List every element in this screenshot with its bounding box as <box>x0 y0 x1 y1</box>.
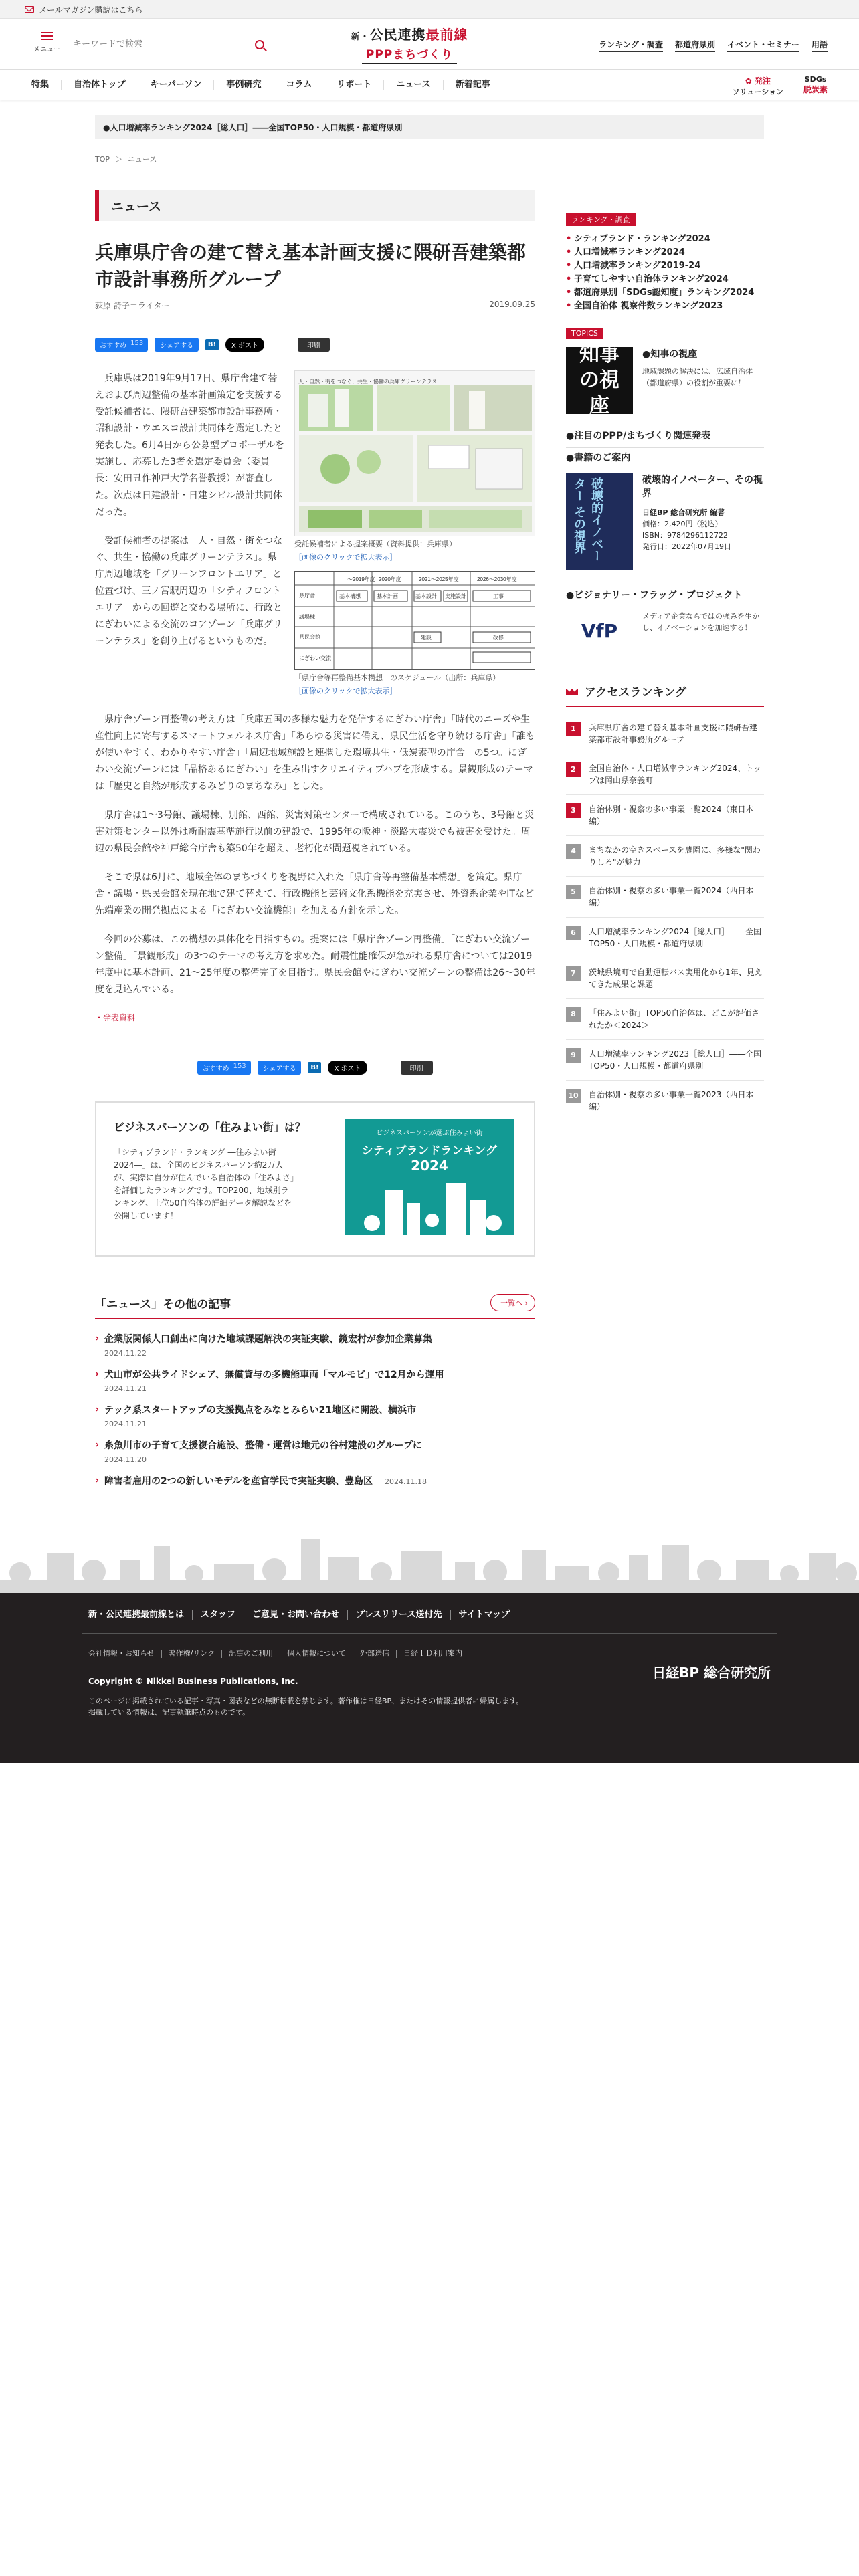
rank-title: 人口増減率ランキング2024［総人口］――全国TOP50・人口規模・都道府県別 <box>589 927 762 948</box>
rank-title: 「住みよい街」TOP50自治体は、どこが評価されたか＜2024＞ <box>589 1008 760 1030</box>
list-item[interactable]: › 糸魚川市の子育て支援複合施設、整備・運営は地元の谷村建設のグループに 2024.11.20 <box>95 1433 535 1469</box>
ranking-link[interactable]: • 全国自治体 視察件数ランキング2023 <box>566 300 764 312</box>
rank-title: 全国自治体・人口増減率ランキング2024、トップは岡山県奈義町 <box>589 764 761 785</box>
footer-link[interactable]: ご意見・お問い合わせ <box>244 1610 348 1620</box>
footer-note: このページに掲載されている記事・写真・図表などの無断転載を禁じます。著作権は日経BP、またはその情報提供者に帰属します。 掲載している情報は、記事執筆時点のものです。 <box>88 1697 524 1717</box>
x-post-button[interactable]: X ポスト <box>328 1061 367 1075</box>
rank-number: 4 <box>566 844 581 859</box>
rank-title: 自治体別・視察の多い事業一覧2023（西日本編） <box>589 1090 754 1111</box>
footer-link[interactable]: サイトマップ <box>458 1610 510 1620</box>
nav-item-feature[interactable]: 特集 <box>25 80 62 90</box>
more-articles <box>95 1327 535 1493</box>
footer-sub-link[interactable]: 外部送信 <box>353 1650 397 1658</box>
svg-text:基本計画: 基本計画 <box>377 593 398 599</box>
rank-number: 3 <box>566 803 581 818</box>
site-footer <box>0 1593 859 1763</box>
rank-number: 8 <box>566 1007 581 1022</box>
schedule-zoom-link[interactable]: ［画像のクリックで拡大表示］ <box>294 687 397 695</box>
vfp-heading: ●ビジョナリー・フラッグ・プロジェクト <box>566 590 743 601</box>
ranking-link[interactable]: • 人口増減率ランキング2019-24 <box>566 259 764 272</box>
promo-title: ビジネスパーソンの「住みよい街」は？ <box>114 1121 306 1134</box>
rank-number: 6 <box>566 926 581 940</box>
share-bar <box>95 338 535 352</box>
svg-text:改修: 改修 <box>493 635 504 641</box>
nav-item-news[interactable]: ニュース <box>384 80 443 90</box>
print-button[interactable]: 印刷 <box>298 338 330 352</box>
hatena-bookmark-button[interactable]: B! <box>205 339 219 350</box>
footer-sub-links <box>88 1650 771 1658</box>
paragraph: 今回の公募は、この構想の具体化を目指すもの。提案には「県庁舎ゾーン再整備」「にぎわい交流ゾーン整備」「景観形成」の3つのテーマの考え方を求めた。耐震性能確保が急がれる県庁舎については2019年度中に基本計画、21～25年度の整備完了を目指す。県民会館やにぎわい交流ゾーンの整備は26～30年度を見込んでいる。 <box>95 934 535 995</box>
x-post-button[interactable]: X ポスト <box>225 338 264 352</box>
share-bar-bottom <box>95 1061 535 1075</box>
access-ranking-item[interactable] <box>566 958 764 999</box>
footer-links <box>88 1610 771 1620</box>
breadcrumb-news[interactable]: ニュース <box>128 155 157 164</box>
ranking-link[interactable]: • シティブランド・ランキング2024 <box>566 233 764 245</box>
logo-sub: PPPまちづくり <box>362 45 457 64</box>
ranking-links <box>566 233 764 312</box>
access-ranking-item[interactable] <box>566 1081 764 1121</box>
search-box <box>73 36 267 53</box>
header-link-ranking[interactable]: ランキング・調査 <box>599 39 663 52</box>
nikkei-bp-logo[interactable]: 日経BP 総合研究所 <box>652 1665 771 1681</box>
rank-number: 10 <box>566 1089 581 1103</box>
rank-number: 9 <box>566 1048 581 1063</box>
list-item[interactable]: › 障害者雇用の2つの新しいモデルを産官学民で実証実験、豊島区 2024.11.18 <box>95 1469 535 1493</box>
list-item[interactable]: › テック系スタートアップの支援拠点をみなとみらい21地区に開設、横浜市 2024.11.21 <box>95 1398 535 1433</box>
proposal-image[interactable]: 人・自然・街をつなぐ、共生・協働の兵庫グリーンテラス <box>294 370 535 536</box>
nav-solution-button[interactable]: ✿ 発注 ソリューション <box>732 76 783 96</box>
paragraph: 受託候補者の提案は「人・自然・街をつなぐ、共生・協働の兵庫グリーンテラス」。県庁周辺地域を「グリーンフロントエリア」と位置づけ、三ノ宮駅周辺の「シティフロントエリア」からの回遊と交わる場所に、行政とにぎわいによる交流のコアゾーン「兵庫グリーンテラス」を創り上げるというものだ。 <box>95 536 282 647</box>
book-heading: ●書籍のご案内 <box>566 453 631 463</box>
rank-number: 7 <box>566 966 581 981</box>
ppp-heading[interactable]: ●注目のPPP/まちづくり関連発表 <box>566 429 764 448</box>
article-author: 荻原 詩子＝ライター <box>95 301 170 310</box>
mail-icon <box>25 6 34 13</box>
svg-text:基本構想: 基本構想 <box>339 593 361 599</box>
nav-item-top[interactable]: 自治体トップ <box>62 80 138 90</box>
nav-right <box>733 75 828 97</box>
breadcrumb: TOP ＞ ニュース <box>95 155 157 164</box>
rank-title: 自治体別・視察の多い事業一覧2024（東日本編） <box>589 804 754 826</box>
schedule-image[interactable] <box>294 571 535 670</box>
svg-text:県民会館: 県民会館 <box>299 634 320 640</box>
newsletter-link[interactable]: メールマガジン購読はこちら <box>39 5 143 15</box>
article-date: 2019.09.25 <box>489 300 535 309</box>
svg-text:にぎわい交流: にぎわい交流 <box>299 655 331 661</box>
footer-sub-link[interactable]: 個人情報について <box>280 1650 353 1658</box>
site-logo[interactable]: 新・公民連携最前線 PPPまちづくり <box>329 24 490 64</box>
topic-card[interactable]: 知事の視座 ●知事の視座 地域課題の解決には、広域自治体（都道府県）の役割が重要に！ <box>566 347 764 414</box>
book-cover: 破壊的イノベーター その視界 <box>566 473 633 570</box>
copyright: Copyright © Nikkei Business Publications, Inc. <box>88 1677 298 1686</box>
rank-title: まちなかの空きスペースを農園に、多様な"関わりしろ"が魅力 <box>589 845 761 867</box>
svg-text:議場棟: 議場棟 <box>299 614 315 620</box>
hamburger-icon <box>41 32 53 40</box>
header-link-glossary[interactable]: 用語 <box>812 39 828 52</box>
fb-share-button[interactable]: シェアする <box>155 338 199 352</box>
promo-image: ビジネスパーソンが選ぶ住みよい街 シティブランドランキング 2024 <box>345 1119 514 1243</box>
nav-sdgs-button[interactable]: SDGs 脱炭素 <box>803 75 828 94</box>
figure-schedule <box>294 571 535 700</box>
access-ranking-item[interactable] <box>566 918 764 958</box>
town-illustration <box>0 1533 859 1593</box>
svg-text:2026～2030年度: 2026～2030年度 <box>477 576 517 582</box>
footer-link[interactable]: プレスリリース送付先 <box>348 1610 450 1620</box>
footer-divider <box>82 1633 777 1634</box>
vfp-logo: VfP <box>581 619 618 642</box>
article-title: 兵庫県庁舎の建て替え基本計画支援に隈研吾建築都市設計事務所グループ <box>95 241 527 290</box>
figure-column <box>294 370 535 705</box>
more-list-button[interactable]: 一覧へ › <box>490 1294 535 1311</box>
paragraph: そこで県は6月に、地域全体のまちづくりを視野に入れた「県庁舎等再整備基本構想」を策定。県庁舎・議場・県民会館を現在地で建て替えて、行政機能と芸術文化系機能を充実させ、外資系企業やITなど先端産業の開発拠点による「にぎわい交流機能」を加える方針を示した。 <box>95 872 534 916</box>
rank-title: 茨城県境町で自動運転バス実用化から1年、見えてきた成果と課題 <box>589 968 763 989</box>
svg-text:基本設計: 基本設計 <box>415 593 437 599</box>
access-ranking-item[interactable] <box>566 754 764 795</box>
rank-title: 人口増減率ランキング2023［総人口］――全国TOP50・人口規模・都道府県別 <box>589 1049 762 1071</box>
svg-text:実施設計: 実施設計 <box>445 593 466 599</box>
footer-link[interactable]: 新・公民連携最前線とは <box>88 1610 193 1620</box>
nav-item-case[interactable]: 事例研究 <box>214 80 274 90</box>
ranking-promo[interactable] <box>95 1101 535 1257</box>
ranking-banner[interactable]: ●人口増減率ランキング2024［総人口］――全国TOP50・人口規模・都道府県別 <box>95 115 764 139</box>
schedule-diagram <box>295 572 535 669</box>
press-release-link[interactable]: ・発表資料 <box>95 1013 136 1023</box>
figure-caption: 受託候補者による提案概要（資料提供：兵庫県） <box>294 540 456 548</box>
fb-recommend-button[interactable]: おすすめ 153 <box>197 1061 250 1075</box>
list-item[interactable]: › 企業版関係人口創出に向けた地域課題解決の実証実験、鏡宏村が参加企業募集 2024.11.22 <box>95 1327 535 1362</box>
topic-thumbnail: 知事の視座 <box>566 347 633 414</box>
ranking-link[interactable]: • 都道府県別「SDGs認知度」ランキング2024 <box>566 286 764 299</box>
list-item[interactable]: › 犬山市が公共ライドシェア、無償貸与の多機能車両「マルモビ」で12月から運用 2024.11.21 <box>95 1362 535 1398</box>
access-ranking <box>566 714 764 1121</box>
paragraph: 兵庫県は2019年9月17日、県庁舎建て替えおよび周辺整備の基本計画策定を支援する受託候補者に、隈研吾建築都市設計事務所・昭和設計・ウエスコ設計共同体を選定したと発表した。6月4日から公募型プロポーザルを実施し、応募した3者を選定委員会（委員長：安田丑作神戸大学名誉教授）が審査した。次点は日建設計・日建シビル設計共同体だった。 <box>95 373 285 518</box>
sidebar <box>566 213 764 1493</box>
figure-proposal <box>294 370 535 566</box>
nav-item-new[interactable]: 新着記事 <box>455 80 490 90</box>
ranking-link[interactable]: • 人口増減率ランキング2024 <box>566 246 764 259</box>
paragraph: 県庁舎は1～3号館、議場棟、別館、西館、災害対策センターで構成されている。このうち、3号館と災害対策センター以外は新耐震基準施行以前の建設で、1995年の阪神・淡路大震災でも被害を受けた。周辺の県民会館や神戸総合庁舎も築50年を超え、老朽化が問題視されている。 <box>95 810 535 854</box>
footer-sub-link[interactable]: 著作権/リンク <box>162 1650 223 1658</box>
header-link-prefecture[interactable]: 都道府県別 <box>675 39 715 52</box>
top-strip <box>0 0 859 19</box>
fb-recommend-button[interactable]: おすすめ 153 <box>95 338 148 352</box>
skyline <box>0 1533 859 1593</box>
ranking-tag: ランキング・調査 <box>566 213 636 226</box>
menu-button[interactable]: メニュー <box>31 32 62 53</box>
header-links <box>599 39 828 52</box>
rank-title: 自治体別・視察の多い事業一覧2024（西日本編） <box>589 886 754 907</box>
crown-icon <box>566 687 578 695</box>
access-ranking-item[interactable] <box>566 714 764 754</box>
search-icon[interactable] <box>255 40 264 49</box>
rank-number: 2 <box>566 762 581 777</box>
footer-sub-link[interactable]: 日経ＩＤ利用案内 <box>403 1649 462 1658</box>
book-card[interactable]: 破壊的イノベーター その視界 破壊的イノベーター、その視界 日経BP 総合研究所 編著 価格：2,420円（税込） ISBN：9784296112722 発行日：2022年07月19日 <box>566 473 764 570</box>
access-ranking-heading: アクセスランキング <box>566 683 764 707</box>
figure-zoom-link[interactable]: ［画像のクリックで拡大表示］ <box>294 553 397 562</box>
city-illustration <box>345 1176 514 1243</box>
proposal-diagram <box>295 382 535 536</box>
vfp-card[interactable]: VfP メディア企業ならではの強みを生かし、イノベーションを加速する！ <box>566 611 764 651</box>
more-heading: 「ニュース」その他の記事 <box>95 1297 231 1311</box>
main-column <box>95 190 535 1493</box>
promo-desc: 「シティブランド・ランキング ―住みよい街2024―」は、全国のビジネスパーソン約2万人が、実際に自分が住んでいる自治体の「住みよさ」を評価したランキングです。TOP200、地域別ランキング、上位50自治体の詳細データ解説などを公開しています！ <box>114 1148 295 1220</box>
footer-sub-link[interactable]: 会社情報・お知らせ <box>88 1650 162 1658</box>
footer-sub-link[interactable]: 記事のご利用 <box>222 1650 280 1658</box>
topics-tag: TOPICS <box>566 328 603 339</box>
header-link-event[interactable]: イベント・セミナー <box>727 39 799 52</box>
nav-item-column[interactable]: コラム <box>274 80 325 90</box>
breadcrumb-top[interactable]: TOP <box>95 155 110 164</box>
svg-text:工事: 工事 <box>493 593 504 599</box>
hatena-bookmark-button[interactable]: B! <box>308 1062 321 1073</box>
main-nav <box>0 70 859 100</box>
article-body <box>95 370 535 998</box>
site-header <box>0 19 859 70</box>
ranking-link[interactable]: • 子育てしやすい自治体ランキング2024 <box>566 273 764 286</box>
rank-number: 5 <box>566 885 581 899</box>
rank-number: 1 <box>566 722 581 736</box>
access-ranking-item[interactable] <box>566 1040 764 1081</box>
nav-item-report[interactable]: リポート <box>324 80 384 90</box>
print-button[interactable]: 印刷 <box>401 1061 433 1075</box>
nav-item-keyperson[interactable]: キーパーソン <box>138 80 215 90</box>
access-ranking-item[interactable] <box>566 836 764 877</box>
access-ranking-item[interactable] <box>566 877 764 918</box>
svg-text:2020年度: 2020年度 <box>379 576 401 582</box>
search-input[interactable] <box>73 39 255 49</box>
access-ranking-item[interactable] <box>566 999 764 1040</box>
svg-text:2021～2025年度: 2021～2025年度 <box>419 576 459 582</box>
svg-text:県庁舎: 県庁舎 <box>299 593 315 599</box>
access-ranking-item[interactable] <box>566 795 764 836</box>
paragraph: 県庁舎ゾーン再整備の考え方は「兵庫五国の多様な魅力を発信するにぎわい庁舎」「時代のニーズや生産性向上に寄与するスマートウェルネス庁舎」「あらゆる災害に備え、県民生活を守り続ける庁舎」「誰もが使いやすく、わかりやすい庁舎」「周辺地域施設と連携した環境共生・低炭素型の庁舎」の5つ。にぎわい交流ゾーンには「品格あるにぎわい」を生み出すクリエイティブハブを形成する。景観形成のテーマは「歴史と自然が形成するみどりのまちなみ」とした。 <box>95 714 535 792</box>
svg-text:～2019年度: ～2019年度 <box>347 576 375 582</box>
fb-share-button[interactable]: シェアする <box>258 1061 302 1075</box>
schedule-caption: 「県庁舎等再整備基本構想」のスケジュール（出所：兵庫県） <box>294 673 500 682</box>
section-title: ニュース <box>95 190 535 221</box>
footer-link[interactable]: スタッフ <box>193 1610 244 1620</box>
rank-title: 兵庫県庁舎の建て替え基本計画支援に隈研吾建築都市設計事務所グループ <box>589 723 758 744</box>
svg-text:建設: 建設 <box>421 635 432 641</box>
gear-icon: ✿ 発注 <box>745 76 771 86</box>
